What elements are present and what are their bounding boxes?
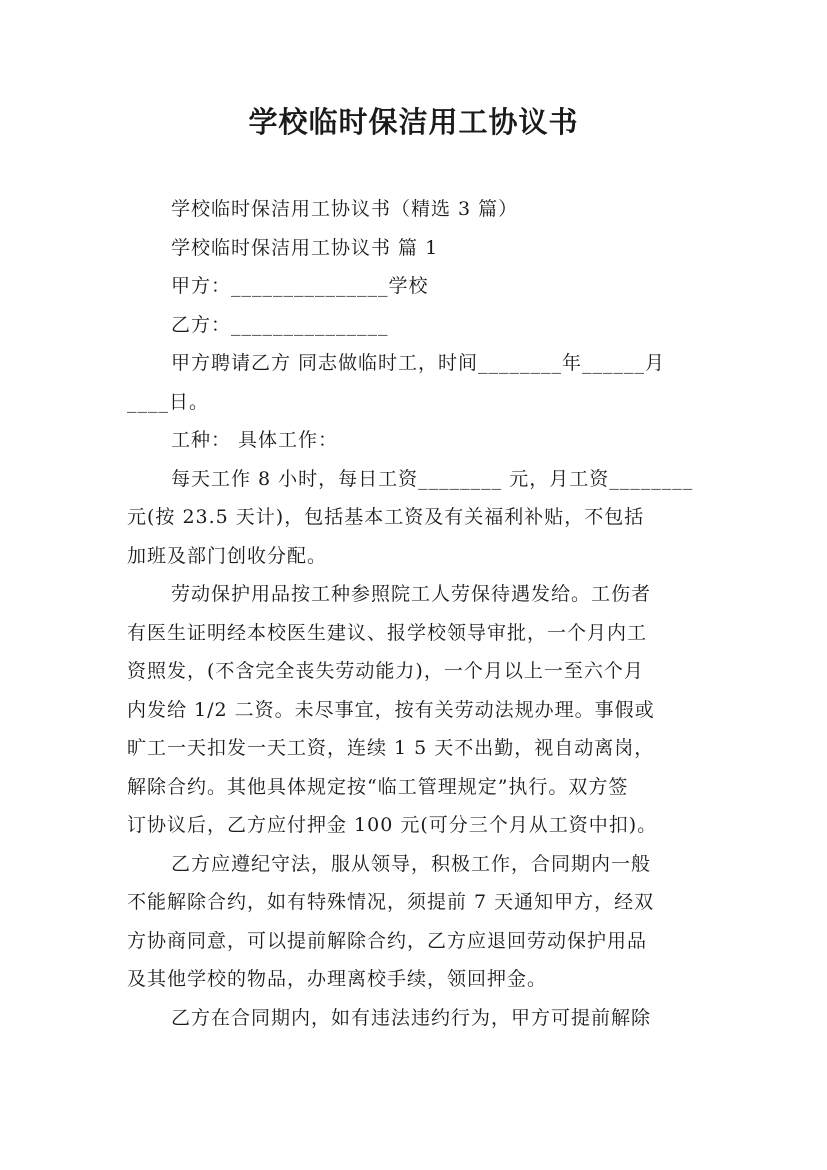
document-line: 学校临时保洁用工协议书（精选 3 篇） [171, 198, 519, 220]
document-line: 订协议后，乙方应付押金 100 元(可分三个月从工资中扣)。 [127, 814, 658, 836]
document-line: 劳动保护用品按工种参照院工人劳保待遇发给。工伤者 [171, 583, 652, 605]
document-line: 工种： 具体工作： [171, 429, 339, 451]
document-line: 不能解除合约，如有特殊情况，须提前 7 天通知甲方，经双 [127, 891, 655, 913]
document-line: 资照发，(不含完全丧失劳动能力)，一个月以上一至六个月 [127, 660, 644, 682]
document-line: 内发给 1/2 二资。未尽事宜，按有关劳动法规办理。事假或 [127, 698, 655, 721]
document-line: 及其他学校的物品，办理离校手续，领回押金。 [127, 968, 548, 990]
document-line: ____日。 [127, 390, 210, 413]
document-line: 乙方：_______________ [171, 313, 389, 336]
document-line: 有医生证明经本校医生建议、报学校领导审批，一个月内工 [127, 621, 648, 644]
document-line: 甲方：_______________学校 [171, 275, 429, 297]
document-line: 甲方聘请乙方 同志做临时工，时间________年______月 [171, 352, 666, 374]
document-body [127, 190, 703, 1037]
document-line: 方协商同意，可以提前解除合约，乙方应退回劳动保护用品 [127, 929, 648, 952]
document-line: 解除合约。其他具体规定按“临工管理规定”执行。双方签 [127, 775, 629, 798]
document-line: 加班及部门创收分配。 [127, 544, 328, 567]
document-line: 学校临时保洁用工协议书 篇 1 [171, 236, 439, 259]
document-line: 元(按 23.5 天计)，包括基本工资及有关福利补贴，不包括 [127, 506, 645, 528]
document-line: 每天工作 8 小时，每日工资________ 元，月工资________ [171, 467, 694, 490]
document-line: 乙方应遵纪守法，服从领导，积极工作，合同期内一般 [171, 852, 652, 875]
document-line: 乙方在合同期内，如有违法违约行为，甲方可提前解除 [171, 1006, 652, 1029]
document-line: 旷工一天扣发一天工资，连续 1 5 天不出勤，视自动离岗， [127, 737, 655, 759]
document-title: 学校临时保洁用工协议书 [248, 105, 579, 139]
